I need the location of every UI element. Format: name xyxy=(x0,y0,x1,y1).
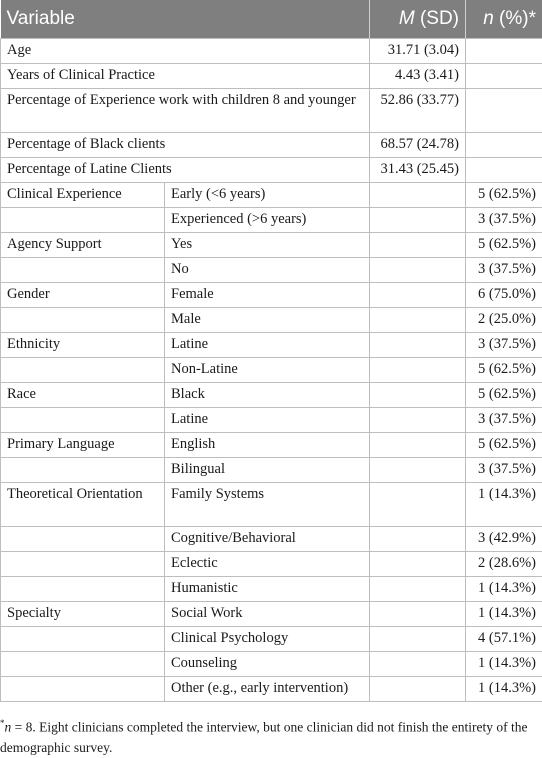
table-row xyxy=(1,39,542,64)
row-level: Cognitive/Behavioral xyxy=(165,527,370,552)
row-mean-sd: 31.43 (25.45) xyxy=(370,158,466,183)
footnote-marker: * xyxy=(0,718,5,728)
table-row xyxy=(1,677,542,702)
row-mean-sd xyxy=(370,652,466,677)
row-n-pct: 3 (37.5%) xyxy=(466,208,542,233)
row-mean-sd xyxy=(370,677,466,702)
table-row xyxy=(1,133,542,158)
row-variable: Race xyxy=(1,383,165,408)
row-level: Latine xyxy=(165,333,370,358)
row-n-pct xyxy=(466,158,542,183)
row-mean-sd: 68.57 (24.78) xyxy=(370,133,466,158)
row-mean-sd xyxy=(370,527,466,552)
row-mean-sd: 4.43 (3.41) xyxy=(370,64,466,89)
row-n-pct: 1 (14.3%) xyxy=(466,577,542,602)
row-mean-sd: 31.71 (3.04) xyxy=(370,39,466,64)
row-level: Yes xyxy=(165,233,370,258)
row-mean-sd xyxy=(370,602,466,627)
row-mean-sd xyxy=(370,383,466,408)
row-mean-sd: 52.86 (33.77) xyxy=(370,89,466,133)
row-mean-sd xyxy=(370,408,466,433)
row-n-pct: 5 (62.5%) xyxy=(466,183,542,208)
row-level: Latine xyxy=(165,408,370,433)
row-label: Age xyxy=(1,39,370,64)
row-n-pct: 3 (37.5%) xyxy=(466,333,542,358)
header-mean-sd xyxy=(370,0,466,39)
row-n-pct: 1 (14.3%) xyxy=(466,677,542,702)
row-level: Family Systems xyxy=(165,483,370,527)
row-level: No xyxy=(165,258,370,283)
header-variable: Variable xyxy=(1,0,370,39)
row-variable xyxy=(1,408,165,433)
table-row xyxy=(1,552,542,577)
row-variable xyxy=(1,258,165,283)
table-row xyxy=(1,383,542,408)
row-level: Bilingual xyxy=(165,458,370,483)
row-level: Non-Latine xyxy=(165,358,370,383)
row-level: Male xyxy=(165,308,370,333)
header-m: M xyxy=(399,8,415,29)
row-variable xyxy=(1,527,165,552)
row-n-pct xyxy=(466,64,542,89)
table-row xyxy=(1,258,542,283)
row-n-pct xyxy=(466,133,542,158)
row-n-pct xyxy=(466,39,542,64)
row-level: Other (e.g., early intervention) xyxy=(165,677,370,702)
table-row xyxy=(1,283,542,308)
row-n-pct: 5 (62.5%) xyxy=(466,358,542,383)
row-variable xyxy=(1,552,165,577)
table-header-row xyxy=(1,0,542,39)
header-n: n xyxy=(483,8,494,29)
row-level: English xyxy=(165,433,370,458)
row-mean-sd xyxy=(370,308,466,333)
header-sd: (SD) xyxy=(420,8,459,29)
row-level: Humanistic xyxy=(165,577,370,602)
table-row xyxy=(1,208,542,233)
row-level: Clinical Psychology xyxy=(165,627,370,652)
row-variable: Specialty xyxy=(1,602,165,627)
row-variable xyxy=(1,308,165,333)
row-n-pct: 6 (75.0%) xyxy=(466,283,542,308)
row-variable xyxy=(1,652,165,677)
row-level: Counseling xyxy=(165,652,370,677)
row-variable: Agency Support xyxy=(1,233,165,258)
table-row xyxy=(1,408,542,433)
table-row xyxy=(1,308,542,333)
row-n-pct: 5 (62.5%) xyxy=(466,383,542,408)
row-mean-sd xyxy=(370,577,466,602)
row-mean-sd xyxy=(370,283,466,308)
table-row xyxy=(1,89,542,133)
row-mean-sd xyxy=(370,183,466,208)
row-variable xyxy=(1,577,165,602)
row-mean-sd xyxy=(370,358,466,383)
table-row xyxy=(1,183,542,208)
row-label: Percentage of Experience work with children 8 and younger xyxy=(1,89,370,133)
row-n-pct: 3 (37.5%) xyxy=(466,258,542,283)
row-variable xyxy=(1,627,165,652)
row-variable: Clinical Experience xyxy=(1,183,165,208)
table-row xyxy=(1,627,542,652)
row-level: Experienced (>6 years) xyxy=(165,208,370,233)
row-n-pct: 2 (28.6%) xyxy=(466,552,542,577)
header-n-pct xyxy=(466,0,542,39)
row-n-pct: 5 (62.5%) xyxy=(466,233,542,258)
row-variable xyxy=(1,677,165,702)
table-row xyxy=(1,652,542,677)
table-row xyxy=(1,602,542,627)
table-row xyxy=(1,433,542,458)
row-variable: Ethnicity xyxy=(1,333,165,358)
table-row xyxy=(1,483,542,527)
row-variable xyxy=(1,358,165,383)
table-row xyxy=(1,458,542,483)
row-n-pct: 3 (37.5%) xyxy=(466,458,542,483)
row-n-pct: 1 (14.3%) xyxy=(466,483,542,527)
table-row xyxy=(1,577,542,602)
row-n-pct: 3 (37.5%) xyxy=(466,408,542,433)
row-level: Black xyxy=(165,383,370,408)
table-footnote xyxy=(0,713,542,758)
row-label: Percentage of Latine Clients xyxy=(1,158,370,183)
table-row xyxy=(1,333,542,358)
row-mean-sd xyxy=(370,333,466,358)
row-mean-sd xyxy=(370,458,466,483)
row-mean-sd xyxy=(370,433,466,458)
table-body xyxy=(1,39,542,702)
row-n-pct: 3 (42.9%) xyxy=(466,527,542,552)
table-row xyxy=(1,233,542,258)
row-n-pct: 5 (62.5%) xyxy=(466,433,542,458)
row-variable xyxy=(1,458,165,483)
row-variable: Gender xyxy=(1,283,165,308)
row-level: Female xyxy=(165,283,370,308)
header-pct: (%)* xyxy=(499,8,536,29)
row-level: Eclectic xyxy=(165,552,370,577)
row-label: Percentage of Black clients xyxy=(1,133,370,158)
row-n-pct: 1 (14.3%) xyxy=(466,652,542,677)
row-mean-sd xyxy=(370,552,466,577)
row-level: Early (<6 years) xyxy=(165,183,370,208)
row-n-pct: 1 (14.3%) xyxy=(466,602,542,627)
footnote-text: = 8. Eight clinicians completed the interview, but one clinician did not finish the entirety of the demographic survey. xyxy=(0,720,527,755)
row-mean-sd xyxy=(370,627,466,652)
row-n-pct: 4 (57.1%) xyxy=(466,627,542,652)
row-mean-sd xyxy=(370,208,466,233)
table-row xyxy=(1,527,542,552)
row-label: Years of Clinical Practice xyxy=(1,64,370,89)
footnote-n-symbol: n xyxy=(5,720,12,735)
row-mean-sd xyxy=(370,233,466,258)
row-variable: Theoretical Orientation xyxy=(1,483,165,527)
row-mean-sd xyxy=(370,258,466,283)
table-row xyxy=(1,64,542,89)
row-level: Social Work xyxy=(165,602,370,627)
row-variable xyxy=(1,208,165,233)
row-variable: Primary Language xyxy=(1,433,165,458)
row-mean-sd xyxy=(370,483,466,527)
table-row xyxy=(1,358,542,383)
table-row xyxy=(1,158,542,183)
row-n-pct: 2 (25.0%) xyxy=(466,308,542,333)
row-n-pct xyxy=(466,89,542,133)
